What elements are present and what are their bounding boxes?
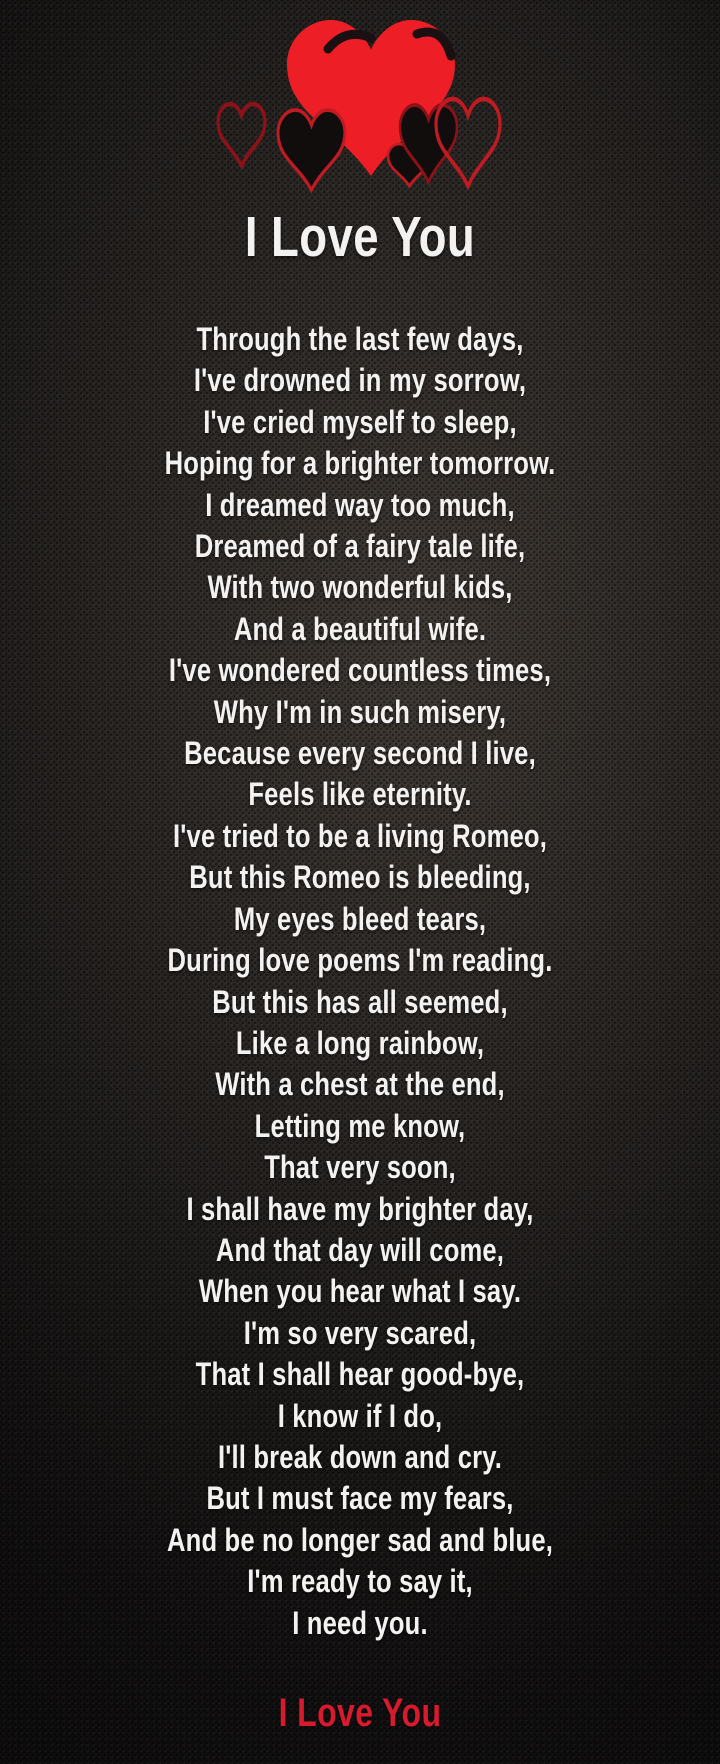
poem-line: But this has all seemed,	[212, 983, 508, 1020]
poem-line: But I must face my fears,	[206, 1480, 514, 1517]
poem-line: Like a long rainbow,	[235, 1024, 485, 1061]
poem-line: Through the last few days,	[196, 321, 524, 357]
poem-line: I've wondered countless times,	[168, 652, 552, 689]
poem-line: Feels like eternity.	[248, 776, 472, 813]
poem-line: Why I'm in such misery,	[213, 693, 507, 730]
poem-line: I need you.	[292, 1604, 428, 1641]
poem-line: Because every second I live,	[184, 735, 536, 772]
poem-line: And a beautiful wife.	[233, 610, 487, 647]
poster-title: I Love You	[244, 205, 476, 269]
poem-line: My eyes bleed tears,	[233, 900, 487, 937]
poem-line: Hoping for a brighter tomorrow.	[164, 445, 556, 482]
poem-line: But this Romeo is bleeding,	[189, 859, 531, 896]
poem-line: I'll break down and cry.	[217, 1438, 503, 1475]
poem-line: With two wonderful kids,	[207, 569, 513, 606]
poem-line: Letting me know,	[254, 1107, 466, 1144]
poem-line: I'm ready to say it,	[247, 1563, 473, 1600]
poem-line: I shall have my brighter day,	[186, 1190, 534, 1227]
poem-line: During love poems I'm reading.	[167, 942, 553, 979]
poem-line: When you hear what I say.	[198, 1273, 522, 1310]
poem-line: That I shall hear good-bye,	[195, 1356, 525, 1393]
poem-line: And be no longer sad and blue,	[167, 1521, 553, 1558]
poem-line: With a chest at the end,	[215, 1066, 505, 1103]
hearts-cluster-icon	[200, 12, 510, 202]
poem-line: Dreamed of a fairy tale life,	[194, 528, 526, 565]
poem-line: I'm so very scared,	[243, 1314, 477, 1351]
poem-line: I've tried to be a living Romeo,	[173, 817, 547, 854]
black-heart-left-icon	[278, 110, 345, 190]
outline-heart-left-icon	[218, 104, 265, 166]
poem-line: I've cried myself to sleep,	[203, 403, 517, 440]
poem-line: And that day will come,	[215, 1231, 505, 1268]
poem-line: That very soon,	[264, 1149, 456, 1186]
poem-line: I know if I do,	[277, 1397, 443, 1434]
poem-text	[72, 319, 648, 1644]
poem-line: I dreamed way too much,	[205, 486, 515, 523]
footer-title: I Love You	[278, 1691, 442, 1735]
poem-line: I've drowned in my sorrow,	[193, 362, 527, 399]
